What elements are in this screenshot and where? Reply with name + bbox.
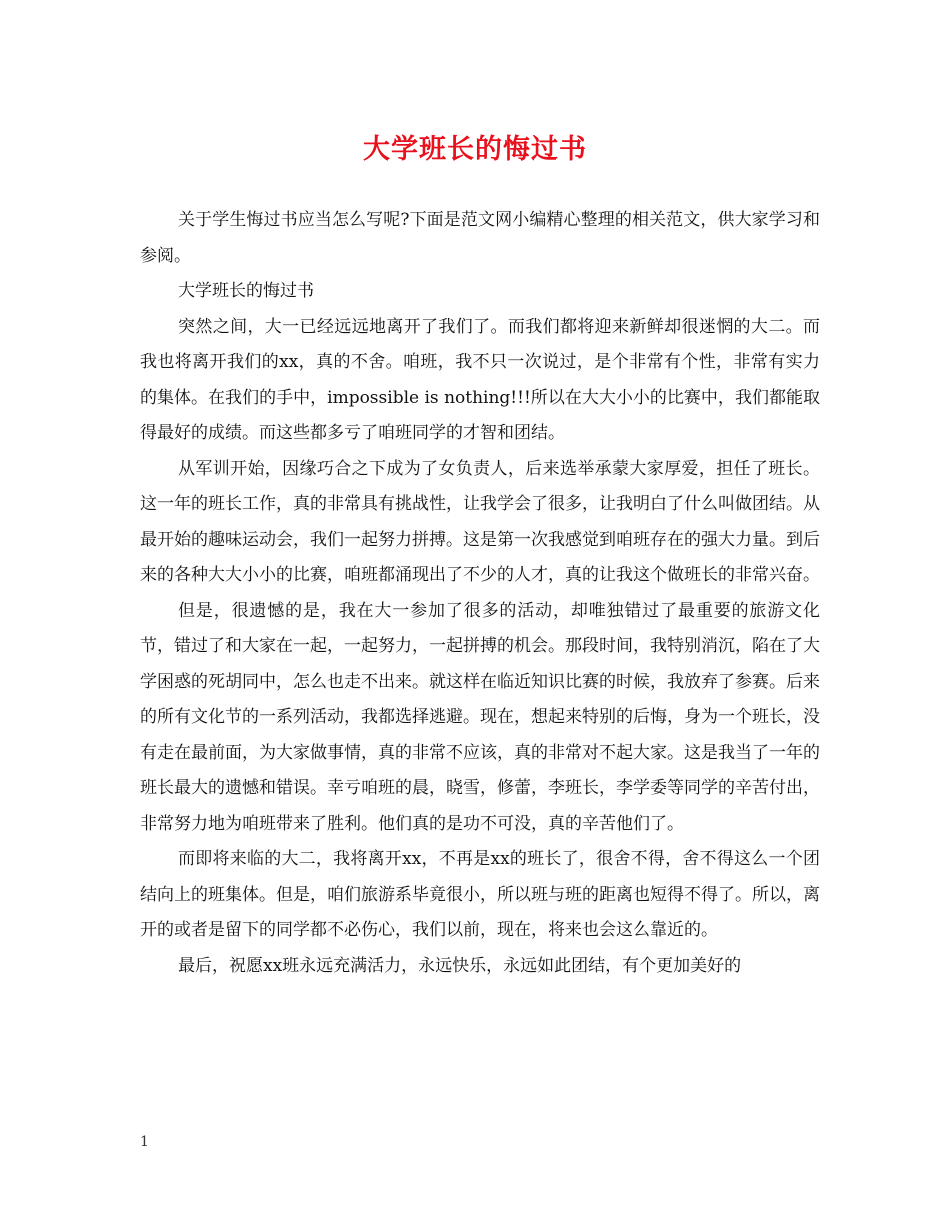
paragraph-5: 最后，祝愿xx班永远充满活力，永远快乐，永远如此团结，有个更加美好的 bbox=[178, 955, 742, 976]
paragraph-2: 从军训开始，因缘巧合之下成为了女负责人，后来选举承蒙大家厚爱，担任了班长。这一年的班长工作，真的非常具有挑战性，让我学会了很多，让我明白了什么叫做团结。从最开始的趣味运动会，我们一起努力拼搏。这是第一次我感觉到咱班存在的强大力量。到后来的各种大大小小的比赛，咱班都涌现出了不少的人才，真的让我这个做班长的非常兴奋。 bbox=[140, 458, 820, 585]
paragraph-1: 突然之间，大一已经远远地离开了我们了。而我们都将迎来新鲜却很迷惘的大二。而我也将离开我们的xx，真的不舍。咱班，我不只一次说过，是个非常有个性，非常有实力的集体。在我们的手中，impossible is nothing!!!所以在大大小小的比赛中，我们都能取得最好的成绩。而这些都多亏了咱班同学的才智和团结。 bbox=[140, 316, 820, 443]
page-number: 1 bbox=[140, 1134, 149, 1150]
paragraph-subheading: 大学班长的悔过书 bbox=[178, 281, 314, 301]
document-title: 大学班长的悔过书 bbox=[363, 134, 587, 165]
paragraph-4: 而即将来临的大二，我将离开xx，不再是xx的班长了，很舍不得，舍不得这么一个团结向上的班集体。但是，咱们旅游系毕竟很小，所以班与班的距离也短得不得了。所以，离开的或者是留下的同学都不必伤心，我们以前，现在，将来也会这么靠近的。 bbox=[140, 849, 820, 940]
paragraph-3: 但是，很遗憾的是，我在大一参加了很多的活动，却唯独错过了最重要的旅游文化节，错过了和大家在一起，一起努力，一起拼搏的机会。那段时间，我特别消沉，陷在了大学困惑的死胡同中，怎么也走不出来。就这样在临近知识比赛的时候，我放弃了参赛。后来的所有文化节的一系列活动，我都选择逃避。现在，想起来特别的后悔，身为一个班长，没有走在最前面，为大家做事情，真的非常不应该，真的非常对不起大家。这是我当了一年的班长最大的遗憾和错误。幸亏咱班的晨，晓雪，修蕾，李班长，李学委等同学的辛苦付出，非常努力地为咱班带来了胜利。他们真的是功不可没，真的辛苦他们了。 bbox=[140, 600, 820, 834]
document-body bbox=[140, 203, 820, 984]
paragraph-intro: 关于学生悔过书应当怎么写呢?下面是范文网小编精心整理的相关范文，供大家学习和参阅。 bbox=[140, 210, 820, 266]
